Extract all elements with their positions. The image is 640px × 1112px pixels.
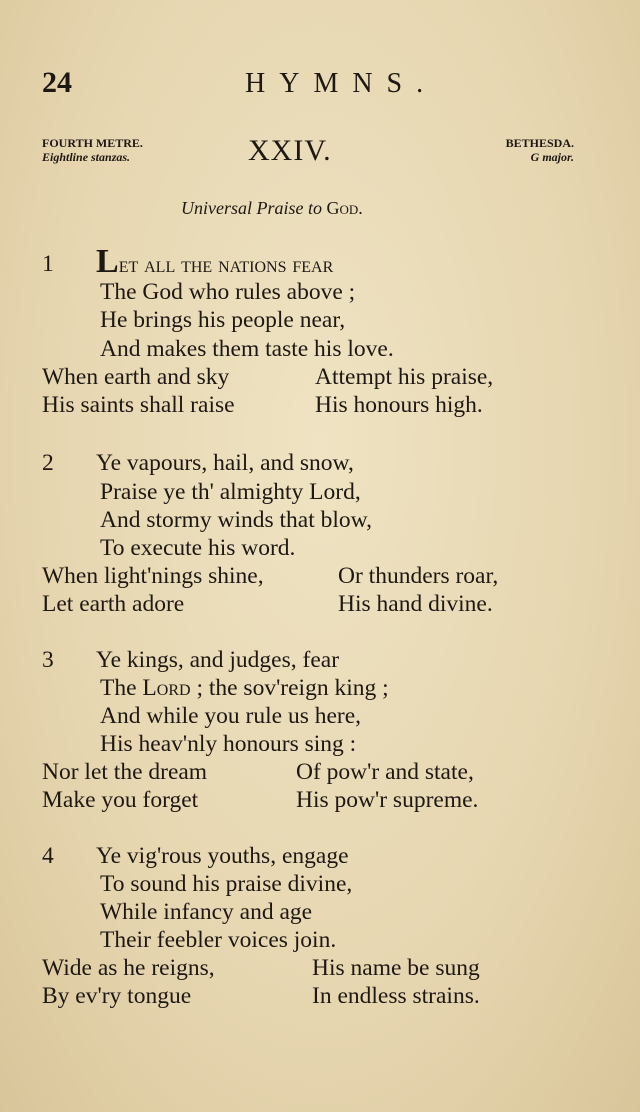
couplet-left-1: When light'nings shine, — [42, 563, 264, 589]
couplet-right-2: In endless strains. — [312, 983, 480, 1009]
page-number: 24 — [42, 66, 72, 99]
couplet-right-1: Or thunders roar, — [338, 563, 499, 589]
couplet-right-1: Attempt his praise, — [315, 364, 494, 390]
verse-line-1 — [96, 243, 334, 280]
subtitle-god: God. — [326, 198, 363, 218]
tune-key: G major. — [530, 150, 574, 164]
verse-line-4: Their feebler voices join. — [100, 927, 337, 953]
running-head: HYMNS. — [245, 68, 438, 99]
verse-line-2: Praise ye th' almighty Lord, — [100, 479, 361, 505]
couplet-left-1: Nor let the dream — [42, 759, 208, 785]
verse-line-2: The God who rules above ; — [100, 279, 356, 305]
couplet-right-2: His honours high. — [315, 392, 483, 418]
verse-line-1: Ye kings, and judges, fear — [96, 647, 340, 673]
verse-line-4: His heav'nly honours sing : — [100, 731, 357, 757]
metre-note: Eightline stanzas. — [42, 150, 131, 164]
stanza-number: 4 — [42, 843, 54, 869]
stanza-number: 1 — [42, 251, 54, 277]
verse-line-2: To sound his praise divine, — [100, 871, 353, 897]
couplet-right-2: His hand divine. — [338, 591, 493, 617]
couplet-right-2: His pow'r supreme. — [296, 787, 479, 813]
verse-line-1: Ye vapours, hail, and snow, — [96, 450, 354, 476]
couplet-right-1: Of pow'r and state, — [296, 759, 474, 785]
couplet-right-1: His name be sung — [312, 955, 480, 981]
verse-line-4: To execute his word. — [100, 535, 296, 561]
couplet-left-2: His saints shall raise — [42, 392, 235, 418]
stanza-number: 3 — [42, 647, 54, 673]
couplet-left-2: Make you forget — [42, 787, 199, 813]
couplet-left-2: By ev'ry tongue — [42, 983, 192, 1009]
verse-line-3: While infancy and age — [100, 899, 313, 925]
stanza-number: 2 — [42, 450, 54, 476]
verse-line-1: Ye vig'rous youths, engage — [96, 843, 349, 869]
couplet-left-2: Let earth adore — [42, 591, 185, 617]
verse-line-3: And while you rule us here, — [100, 703, 362, 729]
hymn-number: XXIV. — [248, 134, 332, 167]
couplet-left-1: Wide as he reigns, — [42, 955, 215, 981]
tune-label — [506, 136, 574, 164]
verse-line-2: The Lord ; the sov'reign king ; — [100, 675, 389, 701]
metre-label — [42, 136, 143, 164]
drop-cap: L — [96, 243, 119, 280]
verse-line-4: And makes them taste his love. — [100, 336, 394, 362]
subtitle-text: Universal Praise to — [181, 198, 322, 218]
verse-line-1-text: et all the nations fear — [118, 252, 334, 278]
hymn-subtitle — [181, 198, 363, 219]
couplet-left-1: When earth and sky — [42, 364, 230, 390]
verse-line-3: And stormy winds that blow, — [100, 507, 372, 533]
metre-title: FOURTH METRE. — [42, 136, 143, 150]
tune-name: BETHESDA. — [505, 136, 574, 150]
verse-line-3: He brings his people near, — [100, 307, 346, 333]
